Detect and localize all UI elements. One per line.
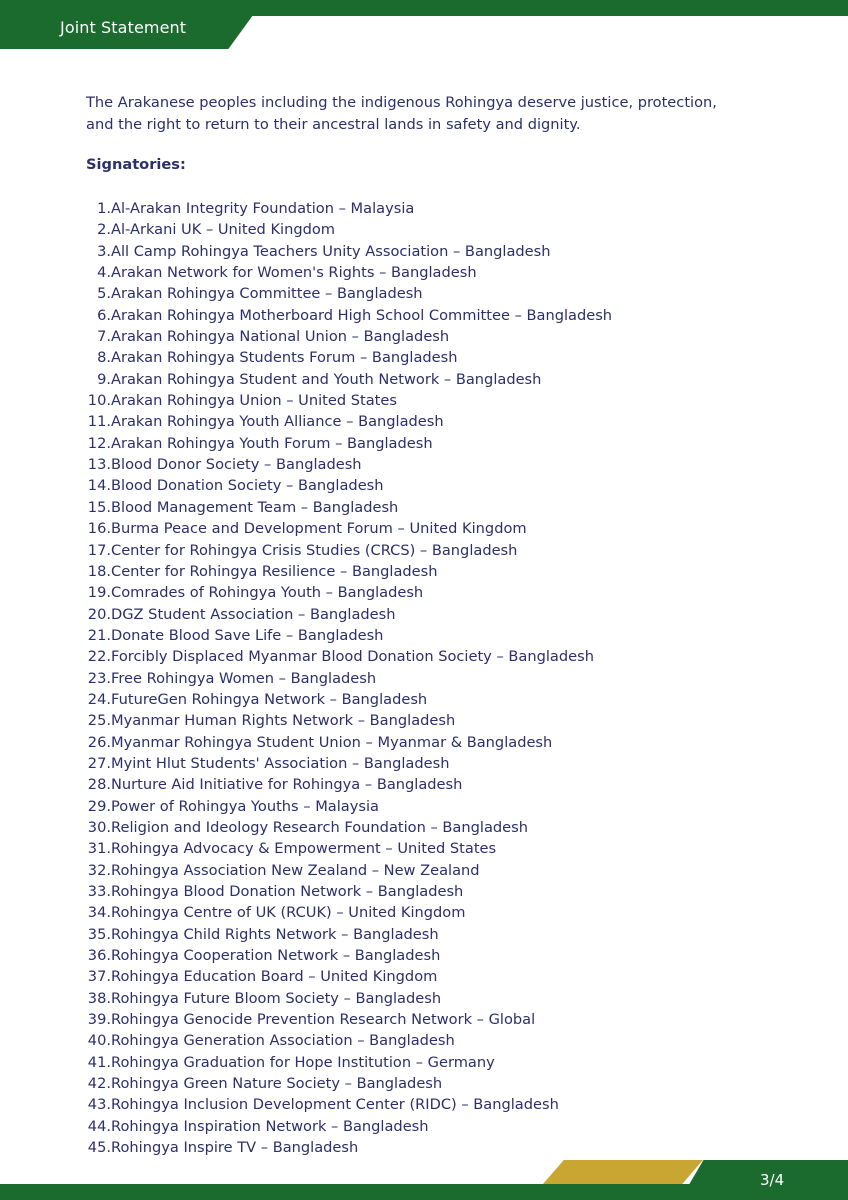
list-item-text: Blood Donation Society – Bangladesh <box>111 477 384 495</box>
list-item <box>86 518 786 539</box>
list-item-number: 43. <box>87 1096 111 1114</box>
list-item-number: 7. <box>97 328 111 346</box>
list-item-text: Comrades of Rohingya Youth – Bangladesh <box>111 584 424 602</box>
list-item-text: Myint Hlut Students' Association – Bangladesh <box>111 754 450 772</box>
list-item-number: 39. <box>87 1011 111 1029</box>
list-item-text: Myanmar Human Rights Network – Bangladesh <box>111 712 456 730</box>
list-item <box>86 604 786 625</box>
list-item <box>86 1030 786 1051</box>
list-item-number: 45. <box>87 1139 111 1157</box>
list-item-number: 33. <box>87 883 111 900</box>
list-item <box>86 454 786 475</box>
list-item-number: 16. <box>87 520 111 538</box>
list-item-number: 6. <box>97 306 111 324</box>
list-item-text: Nurture Aid Initiative for Rohingya – Bangladesh <box>111 776 463 794</box>
list-item-number: 4. <box>97 264 111 282</box>
list-item-text: Myanmar Rohingya Student Union – Myanmar & Bangladesh <box>111 733 553 751</box>
list-item <box>86 860 786 881</box>
list-item-number: 30. <box>87 818 111 836</box>
list-item-number: 19. <box>87 584 111 602</box>
list-item <box>86 198 786 219</box>
list-item-number: 31. <box>87 840 111 858</box>
list-item-number: 26. <box>87 733 111 751</box>
list-item <box>86 1116 786 1137</box>
list-item-number: 34. <box>87 904 111 922</box>
list-item-text: Arakan Rohingya Committee – Bangladesh <box>111 285 423 303</box>
list-item-number: 5. <box>97 285 111 303</box>
list-item-text: Burma Peace and Development Forum – United Kingdom <box>111 520 527 538</box>
list-item-text: Rohingya Generation Association – Bangladesh <box>111 1032 455 1050</box>
list-item-number: 37. <box>87 968 111 986</box>
signatories-list <box>86 198 786 1158</box>
list-item <box>86 390 786 411</box>
list-item <box>86 1073 786 1094</box>
list-item <box>86 1094 786 1115</box>
list-item-number: 12. <box>87 434 111 452</box>
list-item-text: All Camp Rohingya Teachers Unity Association – Bangladesh <box>111 242 551 260</box>
list-item <box>86 1137 786 1158</box>
list-item <box>86 540 786 561</box>
list-item-text: Rohingya Advocacy & Empowerment – United States <box>111 840 497 858</box>
list-item <box>86 582 786 603</box>
list-item-number: 10. <box>87 392 111 410</box>
list-item-text: Religion and Ideology Research Foundation – Bangladesh <box>111 818 528 836</box>
page-number: 3/4 <box>760 1171 785 1189</box>
list-item-number: 28. <box>87 776 111 794</box>
list-item <box>86 283 786 304</box>
list-item-number: 24. <box>87 690 111 708</box>
list-item <box>86 561 786 582</box>
list-item-text: Arakan Rohingya Youth Forum – Bangladesh <box>111 434 433 452</box>
list-item-number: 13. <box>87 456 111 474</box>
list-item-text: Rohingya Genocide Prevention Research Network – Global <box>111 1011 536 1029</box>
list-item-number: 2. <box>97 221 111 239</box>
list-item-text: Rohingya Association New Zealand – New Zealand <box>111 861 480 879</box>
list-item <box>86 326 786 347</box>
list-item <box>86 668 786 689</box>
list-item-text: FutureGen Rohingya Network – Bangladesh <box>111 690 428 708</box>
list-item-number: 23. <box>87 669 111 687</box>
document-title: Joint Statement <box>60 18 187 37</box>
list-item <box>86 774 786 795</box>
list-item-number: 11. <box>87 413 111 431</box>
list-item-number: 21. <box>87 626 111 644</box>
list-item-number: 42. <box>87 1075 111 1093</box>
list-item-text: Rohingya Future Bloom Society – Bangladesh <box>111 989 442 1007</box>
list-item <box>86 838 786 859</box>
list-item-number: 9. <box>97 370 111 388</box>
list-item <box>86 1009 786 1030</box>
list-item-number: 22. <box>87 648 111 666</box>
list-item <box>86 966 786 987</box>
list-item-number: 36. <box>87 947 111 965</box>
list-item-text: Arakan Rohingya Students Forum – Bangladesh <box>111 349 458 367</box>
list-item-text: Rohingya Blood Donation Network – Bangladesh <box>111 883 464 900</box>
list-item <box>86 988 786 1009</box>
list-item <box>86 369 786 390</box>
list-item <box>86 796 786 817</box>
list-item-number: 25. <box>87 712 111 730</box>
list-item-text: Arakan Rohingya Motherboard High School Committee – Bangladesh <box>111 306 613 324</box>
list-item-text: Rohingya Child Rights Network – Bangladesh <box>111 925 439 943</box>
intro-paragraph: The Arakanese peoples including the indigenous Rohingya deserve justice, protection, and the right to return to their ancestral lands in safety and dignity. <box>86 94 717 133</box>
list-item-number: 1. <box>97 200 111 217</box>
list-item-text: DGZ Student Association – Bangladesh <box>111 605 396 623</box>
list-item-text: Free Rohingya Women – Bangladesh <box>111 669 377 687</box>
list-item <box>86 241 786 262</box>
list-item-text: Rohingya Green Nature Society – Bangladesh <box>111 1075 443 1093</box>
list-item-text: Arakan Rohingya Union – United States <box>111 392 397 410</box>
list-item <box>86 902 786 923</box>
list-item-number: 35. <box>87 925 111 943</box>
list-item-text: Arakan Rohingya National Union – Bangladesh <box>111 328 450 346</box>
list-item <box>86 411 786 432</box>
list-item-number: 27. <box>87 754 111 772</box>
list-item <box>86 710 786 731</box>
list-item <box>86 475 786 496</box>
list-item <box>86 433 786 454</box>
list-item-text: Arakan Rohingya Student and Youth Network – Bangladesh <box>111 370 542 388</box>
list-item-text: Al-Arakan Integrity Foundation – Malaysia <box>111 200 415 217</box>
list-item-number: 38. <box>87 989 111 1007</box>
list-item-text: Rohingya Inspiration Network – Bangladesh <box>111 1117 429 1135</box>
list-item-text: Center for Rohingya Resilience – Bangladesh <box>111 562 438 580</box>
list-item-number: 14. <box>87 477 111 495</box>
signatories-heading: Signatories: <box>86 156 186 173</box>
list-item-text: Rohingya Inclusion Development Center (RIDC) – Bangladesh <box>111 1096 559 1114</box>
list-item-text: Center for Rohingya Crisis Studies (CRCS) – Bangladesh <box>111 541 518 559</box>
list-item-text: Rohingya Cooperation Network – Bangladesh <box>111 947 441 965</box>
list-item-number: 32. <box>87 861 111 879</box>
list-item <box>86 924 786 945</box>
list-item-text: Al-Arkani UK – United Kingdom <box>111 221 336 239</box>
list-item-text: Rohingya Education Board – United Kingdom <box>111 968 438 986</box>
list-item-text: Blood Donor Society – Bangladesh <box>111 456 362 474</box>
list-item-text: Rohingya Inspire TV – Bangladesh <box>111 1139 359 1157</box>
list-item-text: Arakan Rohingya Youth Alliance – Bangladesh <box>111 413 444 431</box>
list-item <box>86 753 786 774</box>
list-item <box>86 625 786 646</box>
list-item-text: Rohingya Centre of UK (RCUK) – United Kingdom <box>111 904 466 922</box>
list-item <box>86 945 786 966</box>
list-item-number: 17. <box>87 541 111 559</box>
list-item-text: Blood Management Team – Bangladesh <box>111 498 399 516</box>
list-item <box>86 881 786 902</box>
list-item <box>86 219 786 240</box>
list-item <box>86 732 786 753</box>
list-item-number: 3. <box>97 242 111 260</box>
list-item <box>86 305 786 326</box>
list-item-number: 15. <box>87 498 111 516</box>
list-item <box>86 817 786 838</box>
list-item-text: Power of Rohingya Youths – Malaysia <box>111 797 379 815</box>
list-item <box>86 646 786 667</box>
list-item-number: 29. <box>87 797 111 815</box>
list-item <box>86 497 786 518</box>
list-item-number: 18. <box>87 562 111 580</box>
list-item-text: Forcibly Displaced Myanmar Blood Donation Society – Bangladesh <box>111 648 594 666</box>
list-item-text: Donate Blood Save Life – Bangladesh <box>111 626 384 644</box>
list-item <box>86 262 786 283</box>
list-item <box>86 1052 786 1073</box>
list-item-text: Arakan Network for Women's Rights – Bangladesh <box>111 264 477 282</box>
list-item-number: 44. <box>87 1117 111 1135</box>
list-item-number: 20. <box>87 605 111 623</box>
list-item <box>86 347 786 368</box>
list-item-text: Rohingya Graduation for Hope Institution – Germany <box>111 1053 495 1071</box>
list-item-number: 41. <box>87 1053 111 1071</box>
list-item <box>86 689 786 710</box>
footer-gold-stripe <box>543 1160 703 1184</box>
list-item-number: 8. <box>97 349 111 367</box>
list-item-number: 40. <box>87 1032 111 1050</box>
